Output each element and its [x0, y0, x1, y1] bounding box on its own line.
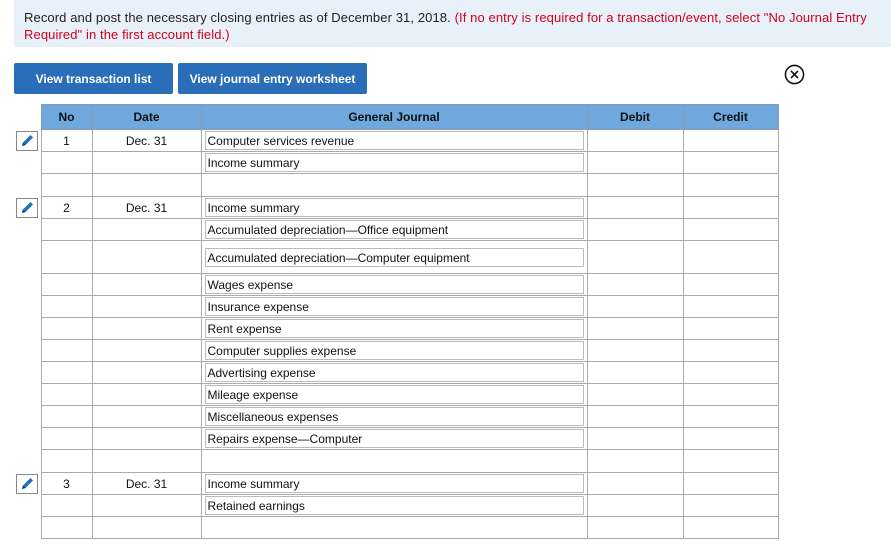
account-field[interactable]: Miscellaneous expenses: [205, 407, 584, 426]
credit-field[interactable]: [683, 384, 778, 406]
debit-field[interactable]: [587, 241, 683, 274]
entry-number: [41, 318, 92, 340]
entry-number: [41, 517, 92, 539]
entry-date: [92, 384, 201, 406]
entry-number: 2: [41, 197, 92, 219]
credit-field[interactable]: [683, 130, 778, 152]
credit-field[interactable]: [683, 152, 778, 174]
account-field[interactable]: Insurance expense: [205, 297, 584, 316]
edit-cell: [14, 406, 41, 428]
debit-column-header: Debit: [587, 105, 683, 130]
debit-field[interactable]: [587, 495, 683, 517]
account-field[interactable]: Computer services revenue: [205, 131, 584, 150]
debit-field[interactable]: [587, 152, 683, 174]
entry-number: [41, 174, 92, 197]
credit-column-header: Credit: [683, 105, 778, 130]
debit-field[interactable]: [587, 296, 683, 318]
pencil-edit-icon[interactable]: [16, 474, 38, 494]
debit-field[interactable]: [587, 428, 683, 450]
entry-date: [92, 174, 201, 197]
account-field[interactable]: Income summary: [205, 153, 584, 172]
debit-field[interactable]: [587, 406, 683, 428]
table-row: [14, 517, 778, 539]
debit-field[interactable]: [587, 450, 683, 473]
credit-field[interactable]: [683, 296, 778, 318]
debit-field[interactable]: [587, 384, 683, 406]
debit-field[interactable]: [587, 219, 683, 241]
credit-field[interactable]: [683, 197, 778, 219]
credit-field[interactable]: [683, 362, 778, 384]
account-cell: [201, 428, 587, 450]
account-cell: [201, 152, 587, 174]
account-cell: [201, 362, 587, 384]
table-row: [14, 274, 778, 296]
table-row: [14, 130, 778, 152]
table-row: [14, 241, 778, 274]
account-cell: [201, 406, 587, 428]
entry-number: [41, 152, 92, 174]
account-field[interactable]: Rent expense: [205, 319, 584, 338]
table-row: [14, 219, 778, 241]
account-field[interactable]: [205, 452, 584, 471]
account-cell: [201, 241, 587, 274]
edit-cell[interactable]: [14, 197, 41, 219]
credit-field[interactable]: [683, 174, 778, 197]
edit-cell: [14, 296, 41, 318]
debit-field[interactable]: [587, 473, 683, 495]
entry-number: [41, 296, 92, 318]
entry-date: [92, 219, 201, 241]
account-field[interactable]: Accumulated depreciation—Computer equipment: [205, 248, 584, 267]
table-row: [14, 152, 778, 174]
account-field[interactable]: Advertising expense: [205, 363, 584, 382]
table-row: [14, 495, 778, 517]
edit-cell: [14, 495, 41, 517]
view-journal-worksheet-button[interactable]: View journal entry worksheet: [178, 63, 367, 94]
table-row: [14, 174, 778, 197]
credit-field[interactable]: [683, 495, 778, 517]
table-row: [14, 340, 778, 362]
table-row: [14, 296, 778, 318]
entry-number: [41, 428, 92, 450]
edit-cell: [14, 174, 41, 197]
entry-number: [41, 495, 92, 517]
edit-cell: [14, 428, 41, 450]
entry-date: [92, 274, 201, 296]
edit-cell: [14, 241, 41, 274]
credit-field[interactable]: [683, 318, 778, 340]
entry-date: [92, 495, 201, 517]
entry-number: 3: [41, 473, 92, 495]
account-cell: [201, 340, 587, 362]
account-cell: [201, 384, 587, 406]
account-field[interactable]: Income summary: [205, 198, 584, 217]
instructions-text: Record and post the necessary closing entries as of December 31, 2018.: [24, 10, 455, 25]
edit-cell: [14, 219, 41, 241]
credit-field[interactable]: [683, 473, 778, 495]
entry-date: [92, 517, 201, 539]
debit-field[interactable]: [587, 174, 683, 197]
account-field[interactable]: Repairs expense—Computer: [205, 429, 584, 448]
instructions-banner: [14, 0, 891, 47]
table-row: [14, 362, 778, 384]
account-cell: [201, 517, 587, 539]
credit-field[interactable]: [683, 241, 778, 274]
account-cell: [201, 318, 587, 340]
entry-date: [92, 152, 201, 174]
credit-field[interactable]: [683, 450, 778, 473]
account-cell: [201, 130, 587, 152]
account-cell: [201, 296, 587, 318]
debit-field[interactable]: [587, 274, 683, 296]
entry-date: Dec. 31: [92, 130, 201, 152]
edit-cell: [14, 362, 41, 384]
table-row: [14, 318, 778, 340]
credit-field[interactable]: [683, 219, 778, 241]
credit-field[interactable]: [683, 340, 778, 362]
entry-date: Dec. 31: [92, 473, 201, 495]
entry-date: [92, 406, 201, 428]
entry-number: [41, 219, 92, 241]
debit-field[interactable]: [587, 130, 683, 152]
account-cell: [201, 450, 587, 473]
account-field[interactable]: Wages expense: [205, 275, 584, 294]
edit-cell: [14, 274, 41, 296]
debit-field[interactable]: [587, 340, 683, 362]
journal-header-row: [14, 105, 778, 130]
credit-field[interactable]: [683, 406, 778, 428]
account-cell: [201, 219, 587, 241]
date-column-header: Date: [92, 105, 201, 130]
entry-number: [41, 241, 92, 274]
account-cell: [201, 495, 587, 517]
credit-field[interactable]: [683, 274, 778, 296]
debit-field[interactable]: [587, 197, 683, 219]
entry-date: [92, 318, 201, 340]
edit-cell: [14, 152, 41, 174]
entry-number: [41, 340, 92, 362]
journal-body: [14, 130, 778, 539]
table-row: [14, 473, 778, 495]
entry-number: [41, 362, 92, 384]
entry-number: [41, 406, 92, 428]
credit-field[interactable]: [683, 428, 778, 450]
journal-table: [14, 104, 779, 539]
entry-number: 1: [41, 130, 92, 152]
pencil-edit-icon[interactable]: [16, 131, 38, 151]
table-row: [14, 197, 778, 219]
entry-number: [41, 384, 92, 406]
no-column-header: No: [41, 105, 92, 130]
entry-date: [92, 450, 201, 473]
account-cell: [201, 473, 587, 495]
account-cell: [201, 174, 587, 197]
account-cell: [201, 197, 587, 219]
debit-field[interactable]: [587, 362, 683, 384]
account-field[interactable]: Accumulated depreciation—Office equipment: [205, 220, 584, 239]
edit-cell[interactable]: [14, 473, 41, 495]
close-icon[interactable]: [784, 64, 805, 85]
table-row: [14, 384, 778, 406]
journal-column-header: General Journal: [201, 105, 587, 130]
edit-column-header: [14, 105, 41, 130]
debit-field[interactable]: [587, 318, 683, 340]
table-row: [14, 428, 778, 450]
account-field[interactable]: Computer supplies expense: [205, 341, 584, 360]
entry-date: Dec. 31: [92, 197, 201, 219]
credit-field[interactable]: [683, 517, 778, 539]
entry-date: [92, 362, 201, 384]
account-field[interactable]: Income summary: [205, 474, 584, 493]
edit-cell: [14, 340, 41, 362]
edit-cell[interactable]: [14, 130, 41, 152]
table-row: [14, 406, 778, 428]
debit-field[interactable]: [587, 517, 683, 539]
edit-cell: [14, 450, 41, 473]
account-field[interactable]: Mileage expense: [205, 385, 584, 404]
pencil-edit-icon[interactable]: [16, 198, 38, 218]
edit-cell: [14, 517, 41, 539]
instructions-note: (If no entry is required for a transaction/event, select "No Journal Entry Required" in the first account field.): [24, 10, 867, 42]
edit-cell: [14, 318, 41, 340]
account-field[interactable]: [205, 518, 584, 537]
table-row: [14, 450, 778, 473]
entry-date: [92, 296, 201, 318]
account-field[interactable]: [205, 176, 584, 195]
entry-date: [92, 241, 201, 274]
entry-date: [92, 428, 201, 450]
view-transaction-list-button[interactable]: View transaction list: [14, 63, 173, 94]
entry-number: [41, 274, 92, 296]
account-field[interactable]: Retained earnings: [205, 496, 584, 515]
account-cell: [201, 274, 587, 296]
edit-cell: [14, 384, 41, 406]
entry-number: [41, 450, 92, 473]
entry-date: [92, 340, 201, 362]
